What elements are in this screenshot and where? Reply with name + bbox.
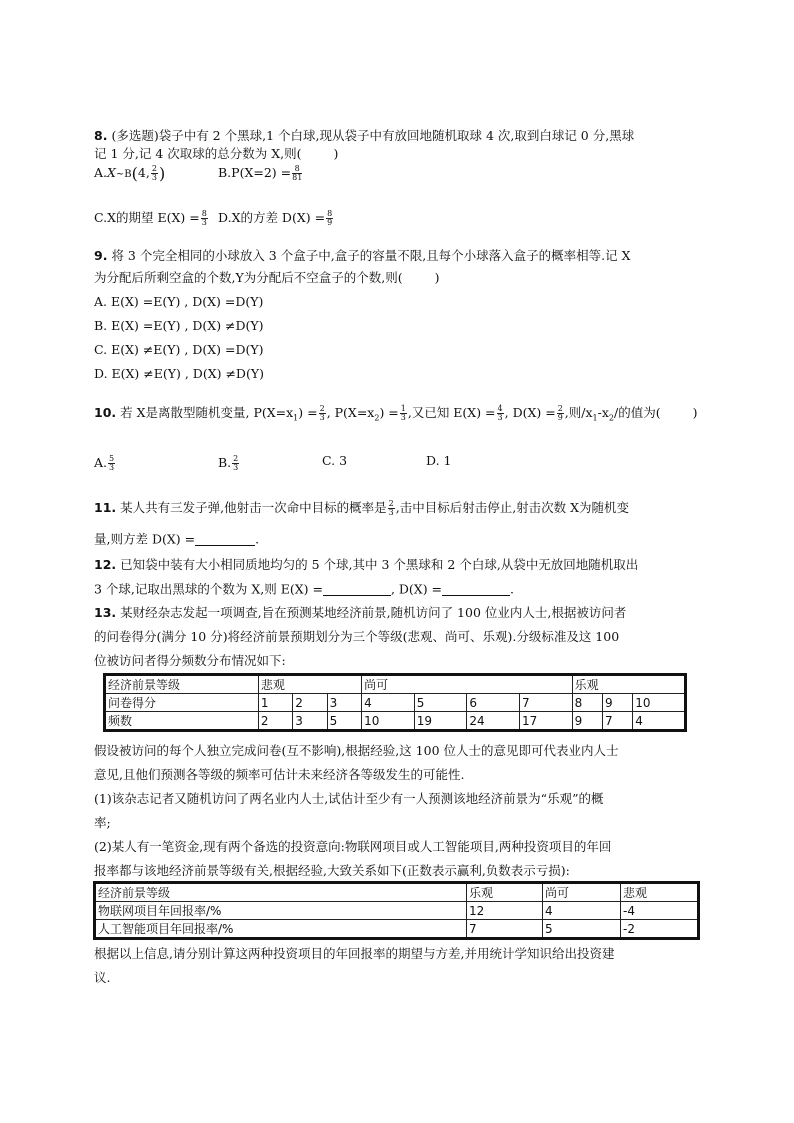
table-cell: 经济前景等级 xyxy=(105,675,259,694)
table-cell: 12 xyxy=(467,902,543,920)
table-cell: 2 xyxy=(258,712,292,731)
q10-option-d[interactable]: D. 1 xyxy=(426,453,452,468)
table-cell: 7 xyxy=(602,712,632,731)
q13-table2-row-iot xyxy=(95,902,699,920)
q8-option-a-var: X xyxy=(107,165,116,180)
table-cell: 10 xyxy=(362,712,415,731)
q13-table2-row-ai xyxy=(95,920,699,939)
q13-sub2-line1: (2)某人有一笔资金,现有两个备选的投资意向:物联网项目或人工智能项目,两种投资项目的年回 xyxy=(94,839,612,854)
q9-stem-1: 将 3 个完全相同的小球放入 3 个盒子中,盒子的容量不限,且每个小球落入盒子的概率相等.记 X xyxy=(111,248,631,263)
q12-number: 12. xyxy=(94,557,117,572)
q10-line1 xyxy=(94,405,698,423)
table-cell: 悲观 xyxy=(621,883,699,902)
table-cell: 悲观 xyxy=(258,675,361,694)
q8-option-c-label: C. xyxy=(94,210,108,225)
q13-stem-1: 某财经杂志发起一项调查,旨在预测某地经济前景,随机访问了 100 位业内人士,根据被访问者 xyxy=(120,605,627,620)
q10-option-b[interactable] xyxy=(218,455,240,472)
q13-sub2-line2: 报率都与该地经济前景等级有关,根据经验,大致关系如下(正数表示赢利,负数表示亏损): xyxy=(94,863,570,878)
q9-option-b[interactable]: B. E(X) =E(Y) , D(X) ≠D(Y) xyxy=(94,318,264,333)
q10-text-2: ) = xyxy=(298,405,318,420)
q10-option-a-label: A. xyxy=(94,455,108,470)
table-cell: 物联网项目年回报率/% xyxy=(95,902,467,920)
table-cell: 5 xyxy=(543,920,621,939)
q8-line1 xyxy=(94,130,634,143)
table-cell: 9 xyxy=(572,712,602,731)
q13-return-rate-table xyxy=(93,881,700,940)
q8-option-c[interactable] xyxy=(94,210,209,227)
q10-text-5: ,又已知 E(X) = xyxy=(407,405,496,420)
table-cell: 17 xyxy=(519,712,572,731)
table-cell: 5 xyxy=(327,712,361,731)
q10-option-b-label: B. xyxy=(218,455,232,470)
q13-line7: 议. xyxy=(94,970,111,985)
q13-line3: 位被访问者得分频数分布情况如下: xyxy=(94,653,286,668)
table-cell: 19 xyxy=(414,712,467,731)
table-cell: 4 xyxy=(633,712,686,731)
q8-option-d-text: X的方差 D(X) = xyxy=(231,210,326,225)
q9-option-c[interactable]: C. E(X) ≠E(Y) , D(X) =D(Y) xyxy=(94,342,264,357)
q11-stem-2: 量,则方差 D(X) = xyxy=(94,531,196,547)
q11-number: 11. xyxy=(94,500,117,515)
q13-line2: 的问卷得分(满分 10 分)将经济前景预期划分为三个等级(悲观、尚可、乐观).分级标准及这 100 xyxy=(94,629,620,644)
q13-line1 xyxy=(94,607,626,620)
q11-stem-1b: ,击中目标后射击停止,射击次数 X为随机变 xyxy=(395,500,630,515)
table-cell: 8 xyxy=(572,694,602,712)
q12-line1 xyxy=(94,559,638,572)
q8-option-a-dist: ~B xyxy=(115,169,132,180)
q10-fraction-3: $\frac{4}{3}$ xyxy=(497,404,503,422)
q10-text-1: 若 X是离散型随机变量, P(X=x xyxy=(120,405,294,420)
q13-line4: 假设被访问的每个人独立完成问卷(互不影响),根据经验,这 100 位人士的意见即可代表业内人士 xyxy=(94,743,619,758)
table-cell: 7 xyxy=(519,694,572,712)
q10-option-c[interactable]: C. 3 xyxy=(322,453,348,468)
table-cell: -4 xyxy=(621,902,699,920)
q8-number: 8. xyxy=(94,128,108,143)
table-cell: 3 xyxy=(293,712,327,731)
table-cell: 3 xyxy=(327,694,361,712)
table-cell: -2 xyxy=(621,920,699,939)
q10-sub-3: 1 xyxy=(592,413,598,423)
table-cell: 尚可 xyxy=(543,883,621,902)
q12-answer-blank-d[interactable] xyxy=(442,583,510,596)
table-cell: 24 xyxy=(467,712,520,731)
q8-option-d-label: D. xyxy=(218,210,232,225)
q10-sub-2: 2 xyxy=(374,413,380,423)
table-cell: 乐观 xyxy=(467,883,543,902)
q8-option-d-fraction: $\frac{8}{9}$ xyxy=(327,209,333,227)
q12-stem-2c: . xyxy=(510,581,515,597)
table-cell: 9 xyxy=(602,694,632,712)
table-cell: 乐观 xyxy=(572,675,685,694)
q10-text-6: , D(X) = xyxy=(504,405,556,420)
q11-stem-1a: 某人共有三发子弹,他射击一次命中目标的概率是 xyxy=(120,500,387,515)
table-cell: 7 xyxy=(467,920,543,939)
q8-option-a-args: 4, xyxy=(137,165,150,180)
q10-number: 10. xyxy=(94,405,117,420)
q8-option-c-fraction: $\frac{8}{3}$ xyxy=(201,209,207,227)
q12-line2 xyxy=(94,583,514,596)
q9-stem-2: 为分配后所剩空盒的个数,Y为分配后不空盒子的个数,则( xyxy=(94,270,403,285)
q8-option-a-fraction: $\frac{2}{3}$ xyxy=(151,164,157,182)
q10-option-a[interactable] xyxy=(94,455,116,472)
q13-sub1-line1: (1)该杂志记者又随机访问了两名业内人士,试估计至少有一人预测该地经济前景为“乐观”的概 xyxy=(94,791,604,806)
q11-fraction: $\frac{2}{3}$ xyxy=(388,499,394,517)
q8-paren-close: ) xyxy=(333,146,339,161)
table-cell: 6 xyxy=(467,694,520,712)
q9-option-a[interactable]: A. E(X) =E(Y) , D(X) =D(Y) xyxy=(94,294,264,309)
q10-option-a-fraction: $\frac{5}{3}$ xyxy=(109,454,115,472)
table-cell: 4 xyxy=(543,902,621,920)
q10-text-8: -x xyxy=(597,405,609,420)
q10-text-7: ,则/x xyxy=(564,405,593,420)
q13-line6: 根据以上信息,请分别计算这两种投资项目的年回报率的期望与方差,并用统计学知识给出投资建 xyxy=(94,946,615,961)
q10-sub-4: 2 xyxy=(608,413,615,423)
q9-option-d[interactable]: D. E(X) ≠E(Y) , D(X) ≠D(Y) xyxy=(94,366,264,381)
q8-line2 xyxy=(94,148,338,161)
q13-frequency-table xyxy=(103,673,687,732)
table-cell: 问卷得分 xyxy=(105,694,259,712)
q11-line1 xyxy=(94,500,629,517)
q13-table1-row-frequency xyxy=(105,712,686,731)
q10-text-3: , P(X=x xyxy=(326,405,375,420)
q8-stem-2: 记 1 分,记 4 次取球的总分数为 X,则( xyxy=(94,146,302,161)
q8-option-c-text: X的期望 E(X) = xyxy=(107,210,200,225)
table-cell: 频数 xyxy=(105,712,259,731)
q10-fraction-2: $\frac{1}{3}$ xyxy=(400,404,406,422)
q13-number: 13. xyxy=(94,605,117,620)
q8-option-a[interactable]: A.X~B(4, $\frac{2}{3}$ ) xyxy=(94,164,166,183)
q10-fraction-1: $\frac{2}{3}$ xyxy=(319,404,325,422)
table-cell: 人工智能项目年回报率/% xyxy=(95,920,467,939)
q8-option-a-label: A. xyxy=(94,165,108,180)
table-cell: 10 xyxy=(633,694,686,712)
q8-option-b-fraction: $\frac{8}{81}$ xyxy=(292,164,303,182)
q12-answer-blank-e[interactable] xyxy=(323,583,391,596)
q8-option-b-expr: P(X=2) = xyxy=(231,165,292,180)
q9-paren-close: ) xyxy=(434,270,440,285)
q10-paren-close: ) xyxy=(692,405,698,420)
table-cell: 经济前景等级 xyxy=(95,883,467,902)
q10-sub-1: 1 xyxy=(293,413,299,423)
q12-stem-2b: , D(X) = xyxy=(390,581,443,597)
q13-line5: 意见,且他们预测各等级的频率可估计未来经济各等级发生的可能性. xyxy=(94,767,465,782)
q10-fraction-4: $\frac{2}{9}$ xyxy=(557,404,563,422)
table-cell: 1 xyxy=(258,694,292,712)
table-cell: 尚可 xyxy=(362,675,573,694)
q13-table1-row-score xyxy=(105,694,686,712)
q8-stem-1: (多选题)袋子中有 2 个黑球,1 个白球,现从袋子中有放回地随机取球 4 次,取到白球记 0 分,黑球 xyxy=(111,128,635,143)
table-cell: 2 xyxy=(293,694,327,712)
q8-option-b-label: B. xyxy=(218,165,232,180)
q9-number: 9. xyxy=(94,248,108,263)
q9-line1 xyxy=(94,250,631,263)
q11-line2: 量,则方差 D(X) = . xyxy=(94,531,260,547)
table-cell: 4 xyxy=(362,694,415,712)
q10-option-b-fraction: $\frac{2}{3}$ xyxy=(233,454,239,472)
q13-table2-header xyxy=(95,883,699,902)
q8-option-b[interactable] xyxy=(218,165,303,182)
q9-line2 xyxy=(94,272,439,285)
q8-option-d[interactable] xyxy=(218,210,334,227)
q12-stem-1: 已知袋中装有大小相同质地均匀的 5 个球,其中 3 个黑球和 2 个白球,从袋中无放回地随机取出 xyxy=(120,557,639,572)
q11-answer-blank[interactable] xyxy=(195,533,255,546)
q13-sub1-line2: 率; xyxy=(94,815,111,830)
table-cell: 5 xyxy=(414,694,467,712)
q13-table1-row-grade xyxy=(105,675,686,694)
q12-stem-2a: 3 个球,记取出黑球的个数为 X,则 E(X) = xyxy=(94,581,323,597)
q10-text-4: ) = xyxy=(379,405,399,420)
q10-text-9: /的值为( xyxy=(614,405,661,420)
